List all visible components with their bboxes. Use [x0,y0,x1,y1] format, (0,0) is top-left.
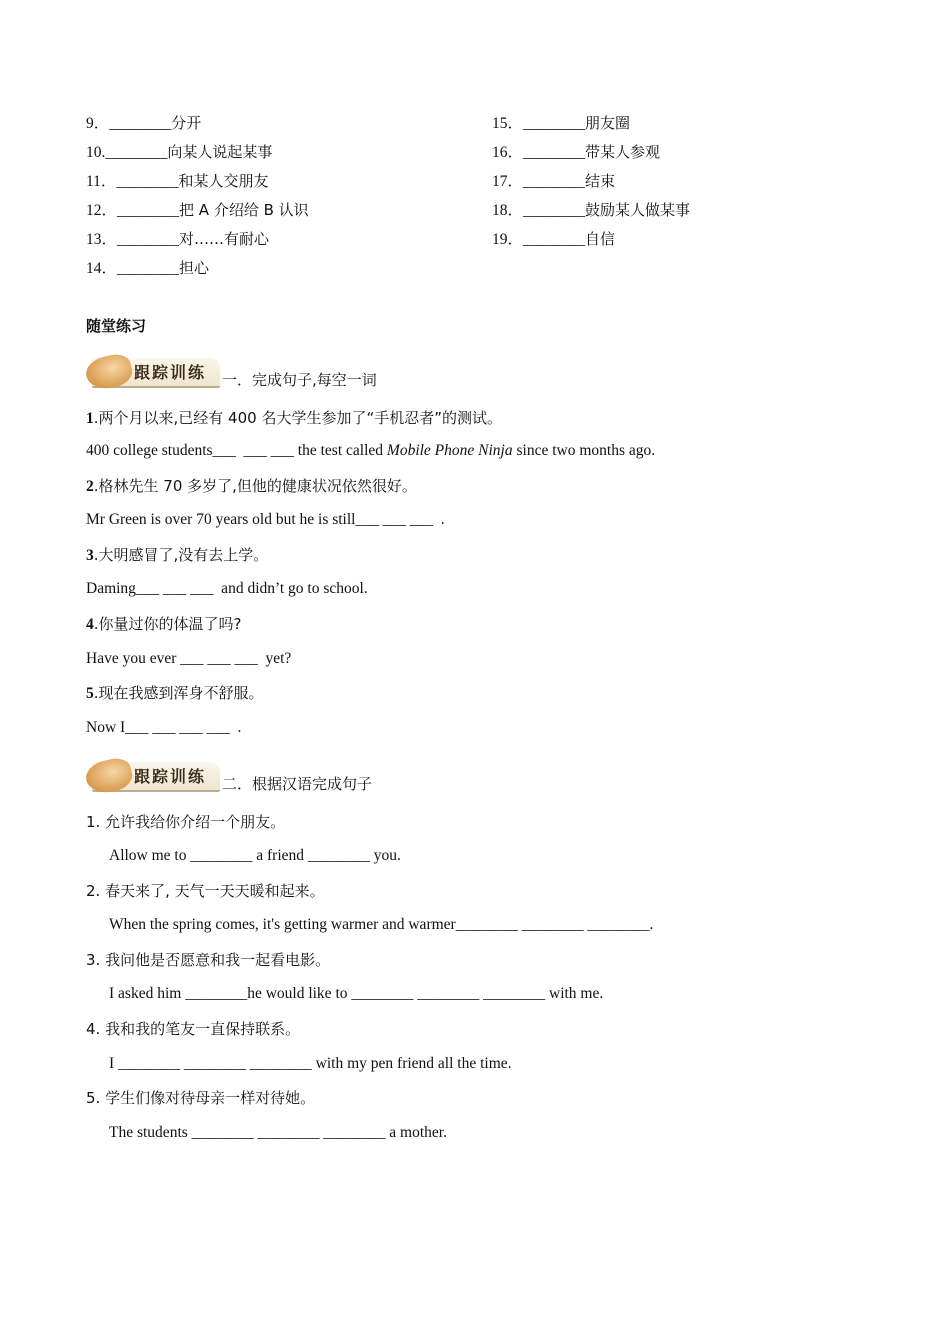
question-en: Now I___ ___ ___ ___ . [86,719,242,736]
question-cn: 3. 我问他是否愿意和我一起看电影。 [86,951,331,969]
question-en: The students ________ ________ ________ a mother. [109,1124,447,1141]
banner-image [86,352,222,390]
vocab-item: 10.________向某人说起某事 [86,143,273,161]
question-cn: 4. 我和我的笔友一直保持联系。 [86,1020,301,1038]
question-en: Mr Green is over 70 years old but he is still___ ___ ___ . [86,511,445,528]
part2-title: 二．根据汉语完成句子 [222,775,373,793]
question-en: When the spring comes, it's getting warmer and warmer________ ________ ________. [109,916,654,933]
banner-text: 跟踪训练 [134,363,207,382]
question-cn: 1. 允许我给你介绍一个朋友。 [86,813,286,831]
section-heading: 随堂练习 [86,317,147,335]
vocab-item: 13．________对……有耐心 [86,230,270,248]
vocab-item: 19．________自信 [492,230,616,248]
question-en: I asked him ________he would like to ________ ________ ________ with me. [109,985,604,1002]
question-en: 400 college students___ ___ ___ the test called Mobile Phone Ninja since two months ago. [86,442,656,459]
banner-text: 跟踪训练 [134,767,207,786]
vocab-item: 17．________结束 [492,172,616,190]
question-en: I ________ ________ ________ with my pen friend all the time. [109,1055,512,1072]
vocab-item: 14．________担心 [86,259,210,277]
question-cn: 2. 春天来了, 天气一天天暖和起来。 [86,882,325,900]
question-cn: 4.你量过你的体温了吗? [86,615,242,633]
banner-image [86,756,222,794]
part1-title: 一．完成句子,每空一词 [222,371,377,389]
question-cn: 5.现在我感到浑身不舒服。 [86,684,264,702]
vocab-item: 16．________带某人参观 [492,143,661,161]
vocab-item: 18．________鼓励某人做某事 [492,201,691,219]
question-cn: 5. 学生们像对待母亲一样对待她。 [86,1089,316,1107]
vocab-item: 15．________朋友圈 [492,114,631,132]
vocab-item: 9．________分开 [86,114,202,132]
question-cn: 2.格林先生 70 多岁了,但他的健康状况依然很好。 [86,477,417,495]
vocab-item: 11．________和某人交朋友 [86,172,269,190]
question-cn: 1.两个月以来,已经有 400 名大学生参加了“手机忍者”的测试。 [86,409,502,427]
question-en: Allow me to ________ a friend ________ you. [109,847,401,864]
question-en: Daming___ ___ ___ and didn’t go to school. [86,580,368,597]
question-en: Have you ever ___ ___ ___ yet? [86,650,292,667]
vocab-item: 12．________把 A 介绍给 B 认识 [86,201,309,219]
question-cn: 3.大明感冒了,没有去上学。 [86,546,269,564]
